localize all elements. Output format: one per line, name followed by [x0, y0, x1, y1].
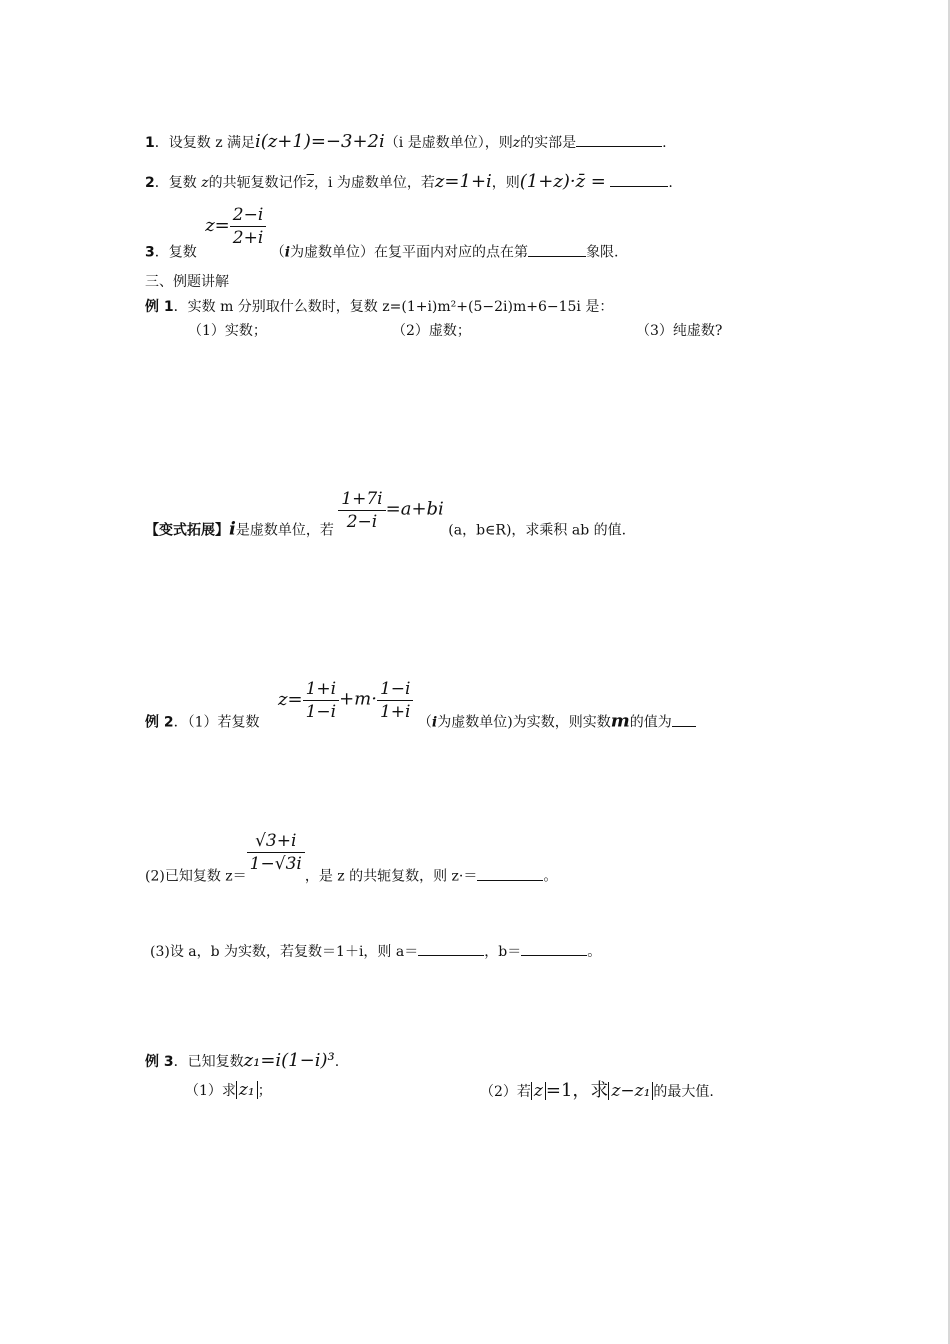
expression: (1+z)·z̄ = — [519, 171, 606, 192]
condition: z=1+i — [434, 171, 492, 192]
equation: z₁=i(1−i)³ — [243, 1050, 335, 1071]
question-2: 2．复数 z的共轭复数记作$\overline{z}$，i 为虚数单位，若z=1+i，则(1+z)·z̄ = . — [145, 171, 673, 192]
fraction: $\frac{√3+i}{1-√3i}$ — [247, 830, 305, 875]
example-2-part-3: (3)设 a，b 为实数，若复数＝1＋i，则 a＝ ，b＝ 。 — [150, 941, 601, 962]
question-1: 1．设复数 z 满足i(z+1)=−3+2i（i 是虚数单位），则z的实部是 . — [145, 131, 667, 152]
answer-blank — [576, 132, 662, 147]
variation-problem: 【变式拓展】i是虚数单位，若 $\frac{1+7i}{2-i}$ =a+bi (a，b∈R)，求乘积 ab 的值. — [145, 489, 627, 540]
answer-blank — [672, 712, 696, 727]
question-3: 3．复数 z= $\frac{2-i}{2+i}$ （i为虚数单位）在复平面内对应的点在第 象限. — [145, 205, 619, 261]
question-number: 3 — [145, 244, 155, 261]
fraction: $\frac{1+i}{1-i}$ — [303, 678, 340, 723]
answer-blank — [528, 242, 586, 257]
example-2-part-1: 例 2．（1）若复数 z= $\frac{1+i}{1-i}$ +m· $\frac{1-i}{1+i}$ （i为虚数单位)为实数，则实数m的值为 — [145, 678, 696, 732]
question-number: 2 — [145, 175, 155, 191]
answer-blank — [521, 941, 587, 956]
example-3: 例 3．已知复数z₁=i(1−i)³. — [145, 1050, 340, 1071]
equation: i(z+1)=−3+2i — [255, 131, 385, 152]
answer-blank — [610, 172, 668, 187]
question-number: 1 — [145, 135, 155, 151]
example-label: 例 1 — [145, 299, 174, 315]
absolute-value: z−z₁ — [608, 1082, 653, 1100]
example-3-item-2: （2）若 z =1，求 z−z₁ 的最大值. — [480, 1080, 714, 1101]
answer-blank — [477, 866, 543, 881]
fraction: $\frac{2-i}{2+i}$ — [230, 204, 267, 249]
example-1-item-3: （3）纯虚数? — [636, 323, 723, 339]
example-label: 例 2 — [145, 714, 174, 731]
example-3-item-1: （1）求 z₁ ； — [185, 1080, 272, 1100]
absolute-value: z — [531, 1082, 546, 1100]
fraction: $\frac{1+7i}{2-i}$ — [338, 488, 385, 533]
fraction: $\frac{1-i}{1+i}$ — [377, 678, 414, 723]
answer-blank — [418, 941, 484, 956]
absolute-value: z₁ — [236, 1081, 258, 1099]
variation-label: 【变式拓展】 — [145, 522, 229, 539]
example-2-part-2: (2)已知复数 z＝ $\frac{√3+i}{1-√3i}$ ，是 z 的共轭复数，则 z·＝ 。 — [145, 831, 558, 885]
example-label: 例 3 — [145, 1054, 174, 1070]
conjugate-symbol: $\overline{z}$ — [306, 175, 314, 191]
section-title: 三、例题讲解 — [145, 274, 229, 290]
example-1-item-1: （1）实数； — [188, 323, 267, 339]
example-1-item-2: （2）虚数； — [392, 323, 471, 339]
example-1: 例 1．实数 m 分别取什么数时，复数 z=(1+i)m²+(5−2i)m+6−15i 是： — [145, 299, 614, 315]
